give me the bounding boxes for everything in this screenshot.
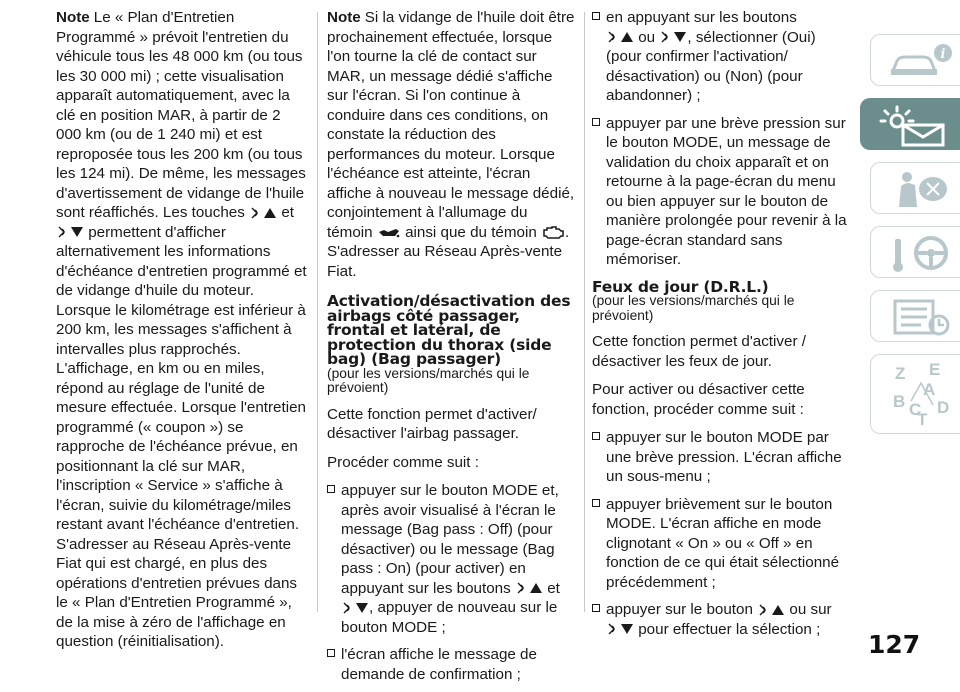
checkbox-bullet-icon (327, 485, 335, 493)
car-info-icon (887, 41, 957, 81)
up-button-icon (250, 206, 276, 220)
list-item-text: appuyer par une brève pression sur le bouton MODE, un message de validation du choix apparaît et on retourne à la page-écran du menu ou bien appuyer sur le bouton de manière prolongée pour revenir à la page-écran standard sans mémoriser. (606, 114, 847, 268)
paragraph-function: Cette fonction permet d'activer/ désactiver l'airbag passager. (327, 405, 537, 442)
list-item (592, 600, 848, 639)
section-subtitle: (pour les versions/marchés qui le prévoient) (327, 365, 530, 395)
dashboard-light-icon (877, 105, 949, 147)
warning-triangle-steering-icon (887, 233, 957, 273)
column-divider (317, 12, 318, 612)
page-number: 127 (868, 630, 921, 659)
list-item (592, 8, 848, 106)
list-item-text: l'écran affiche le message de demande de confirmation ; (341, 646, 537, 683)
list-item-text: ou (638, 28, 656, 46)
list-item-text: , sélectionner (Oui) (pour confirmer l'activation/ désactivation) ou (Non) (pour abandonner) ; (606, 28, 816, 104)
tab-safety[interactable] (870, 162, 960, 214)
index-letter: E (929, 361, 941, 379)
list-item-text: en appuyant sur les boutons (606, 9, 797, 26)
index-letter: D (937, 398, 950, 417)
paragraph-function: Cette fonction permet d'activer / désactiver les feux de jour. (592, 333, 806, 370)
checkbox-bullet-icon (592, 12, 600, 20)
list-item-text: et (547, 579, 560, 597)
paragraph-text: . (565, 223, 570, 241)
list-item (592, 114, 848, 270)
list-item (327, 645, 577, 684)
index-letter: Z (895, 364, 906, 383)
tab-index[interactable] (870, 354, 960, 434)
up-button-icon (758, 603, 784, 617)
text-column-1 (56, 8, 308, 661)
checkbox-bullet-icon (592, 432, 600, 440)
tab-starting-driving[interactable] (870, 226, 960, 278)
paragraph-text: ainsi que du témoin (405, 223, 537, 241)
maintenance-list-icon (887, 297, 957, 337)
list-item-text: , appuyer de nouveau sur le bouton MODE ; (341, 599, 558, 636)
down-button-icon (57, 225, 83, 239)
list-item (592, 495, 848, 593)
list-item (592, 428, 848, 487)
tab-dashboard[interactable] (860, 98, 960, 150)
paragraph-text: et (281, 204, 294, 221)
down-button-icon (660, 30, 686, 44)
checkbox-bullet-icon (592, 604, 600, 612)
index-letter: T (917, 410, 928, 429)
list-item-text: appuyer brièvement sur le bouton MODE. L'écran affiche en mode clignotant « On » ou « Off » en fonction de ce qui était sélectionné précédemment ; (606, 495, 840, 591)
list-item-text: pour effectuer la sélection ; (638, 620, 821, 638)
paragraph-procedure: Procéder comme suit : (327, 453, 479, 471)
list-item-text: appuyer sur le bouton MODE et, après avoir visualisé à l'écran le message (Bag pass : Off) (pour désactiver) ou le message (Bag pass : On) (pour activer) en appuyant sur les boutons (341, 482, 559, 597)
alphabetical-index-icon (887, 361, 957, 431)
checkbox-bullet-icon (592, 499, 600, 507)
tab-maintenance[interactable] (870, 290, 960, 342)
down-button-icon (342, 601, 368, 615)
up-button-icon (607, 30, 633, 44)
engine-warning-icon (542, 225, 564, 239)
index-letter: B (893, 392, 906, 411)
paragraph-procedure: Pour activer ou désactiver cette fonction, procéder comme suit : (592, 381, 805, 418)
paragraph-text: Le « Plan d'Entretien Programmé » prévoit l'entretien du véhicule tous les 48 000 km (ou tous les 30 000 mi) ; cette visualisation apparaît automatiquement, avec la clé en position MAR, à partir de 2 000 km (ou de 1 240 mi) et est reproposée tous les 200 km (ou tous les 124 mi). De même, les messages d'avertissement de vidange de l'huile sont réaffichés. Les touches (56, 9, 306, 221)
section-heading-airbag: Activation/désactivation des airbags côté passager, frontal et latéral, de protection du thorax (side bag) (Bag passager) (327, 292, 571, 368)
checkbox-bullet-icon (592, 118, 600, 126)
paragraph-text: S'adresser au Réseau Après-vente Fiat. (327, 243, 563, 280)
list-item-text: appuyer sur le bouton MODE par une brève pression. L'écran affiche un sous-menu ; (606, 429, 842, 485)
up-button-icon (516, 581, 542, 595)
list-item (327, 481, 577, 637)
paragraph-text: Si la vidange de l'huile doit être prochainement effectuée, lorsque l'on tourne la clé de contact sur MAR, un message dédié s'affiche sur l'écran. Si l'on continue à conduire dans ces conditions, on constate la réduction des performances du moteur. Lorsque l'échéance est atteinte, l'écran affiche à nouveau le message dédié, conjointement à l'allumage du témoin (327, 9, 575, 241)
tab-car-info[interactable] (870, 34, 960, 86)
list-item-text: ou sur (789, 601, 832, 618)
paragraph-maintenance-plan (56, 8, 308, 652)
svg-text:i: i (940, 47, 946, 62)
index-letter: A (923, 380, 936, 399)
paragraph-text: permettent d'afficher alternativement les informations d'échéance d'entretien programmé et de vidange d'huile du moteur. Lorsque le kilométrage est inférieur à 200 km, les messages s'affichent à intervalles plus rapprochés. L'affichage, en km ou en miles, répond au réglage de l'unité de mesure effectuée. Lorsque l'entretien programmé (« coupon ») se rapproche de l'échéance prévue, en positionnant la clé sur MAR, l'inscription « Service » s'affiche à l'écran, suivie du kilométrage/miles restant avant l'échéance d'entretien. S'adresser au Réseau Après-vente Fiat qui est chargé, en plus des opérations d'entretien prévues dans le « Plan d'Entretien Programmé », de la mise à zéro de l'affichage en question (réinitialisation). (56, 223, 307, 650)
down-button-icon (607, 622, 633, 636)
oil-pressure-warning-icon (378, 226, 400, 238)
text-column-3 (592, 8, 848, 647)
chapter-tabs (860, 34, 960, 446)
list-item-text: appuyer sur le bouton (606, 601, 753, 618)
column-divider (584, 12, 585, 612)
note-label: Note (56, 9, 90, 26)
text-column-2 (327, 8, 577, 692)
paragraph-oil-change-note (327, 8, 577, 281)
index-letter: C (909, 400, 922, 419)
section-heading-drl: Feux de jour (D.R.L.) (592, 277, 769, 296)
airbag-person-icon (887, 169, 957, 209)
checkbox-bullet-icon (327, 649, 335, 657)
section-subtitle: (pour les versions/marchés qui le prévoient) (592, 293, 795, 323)
note-label: Note (327, 9, 361, 26)
